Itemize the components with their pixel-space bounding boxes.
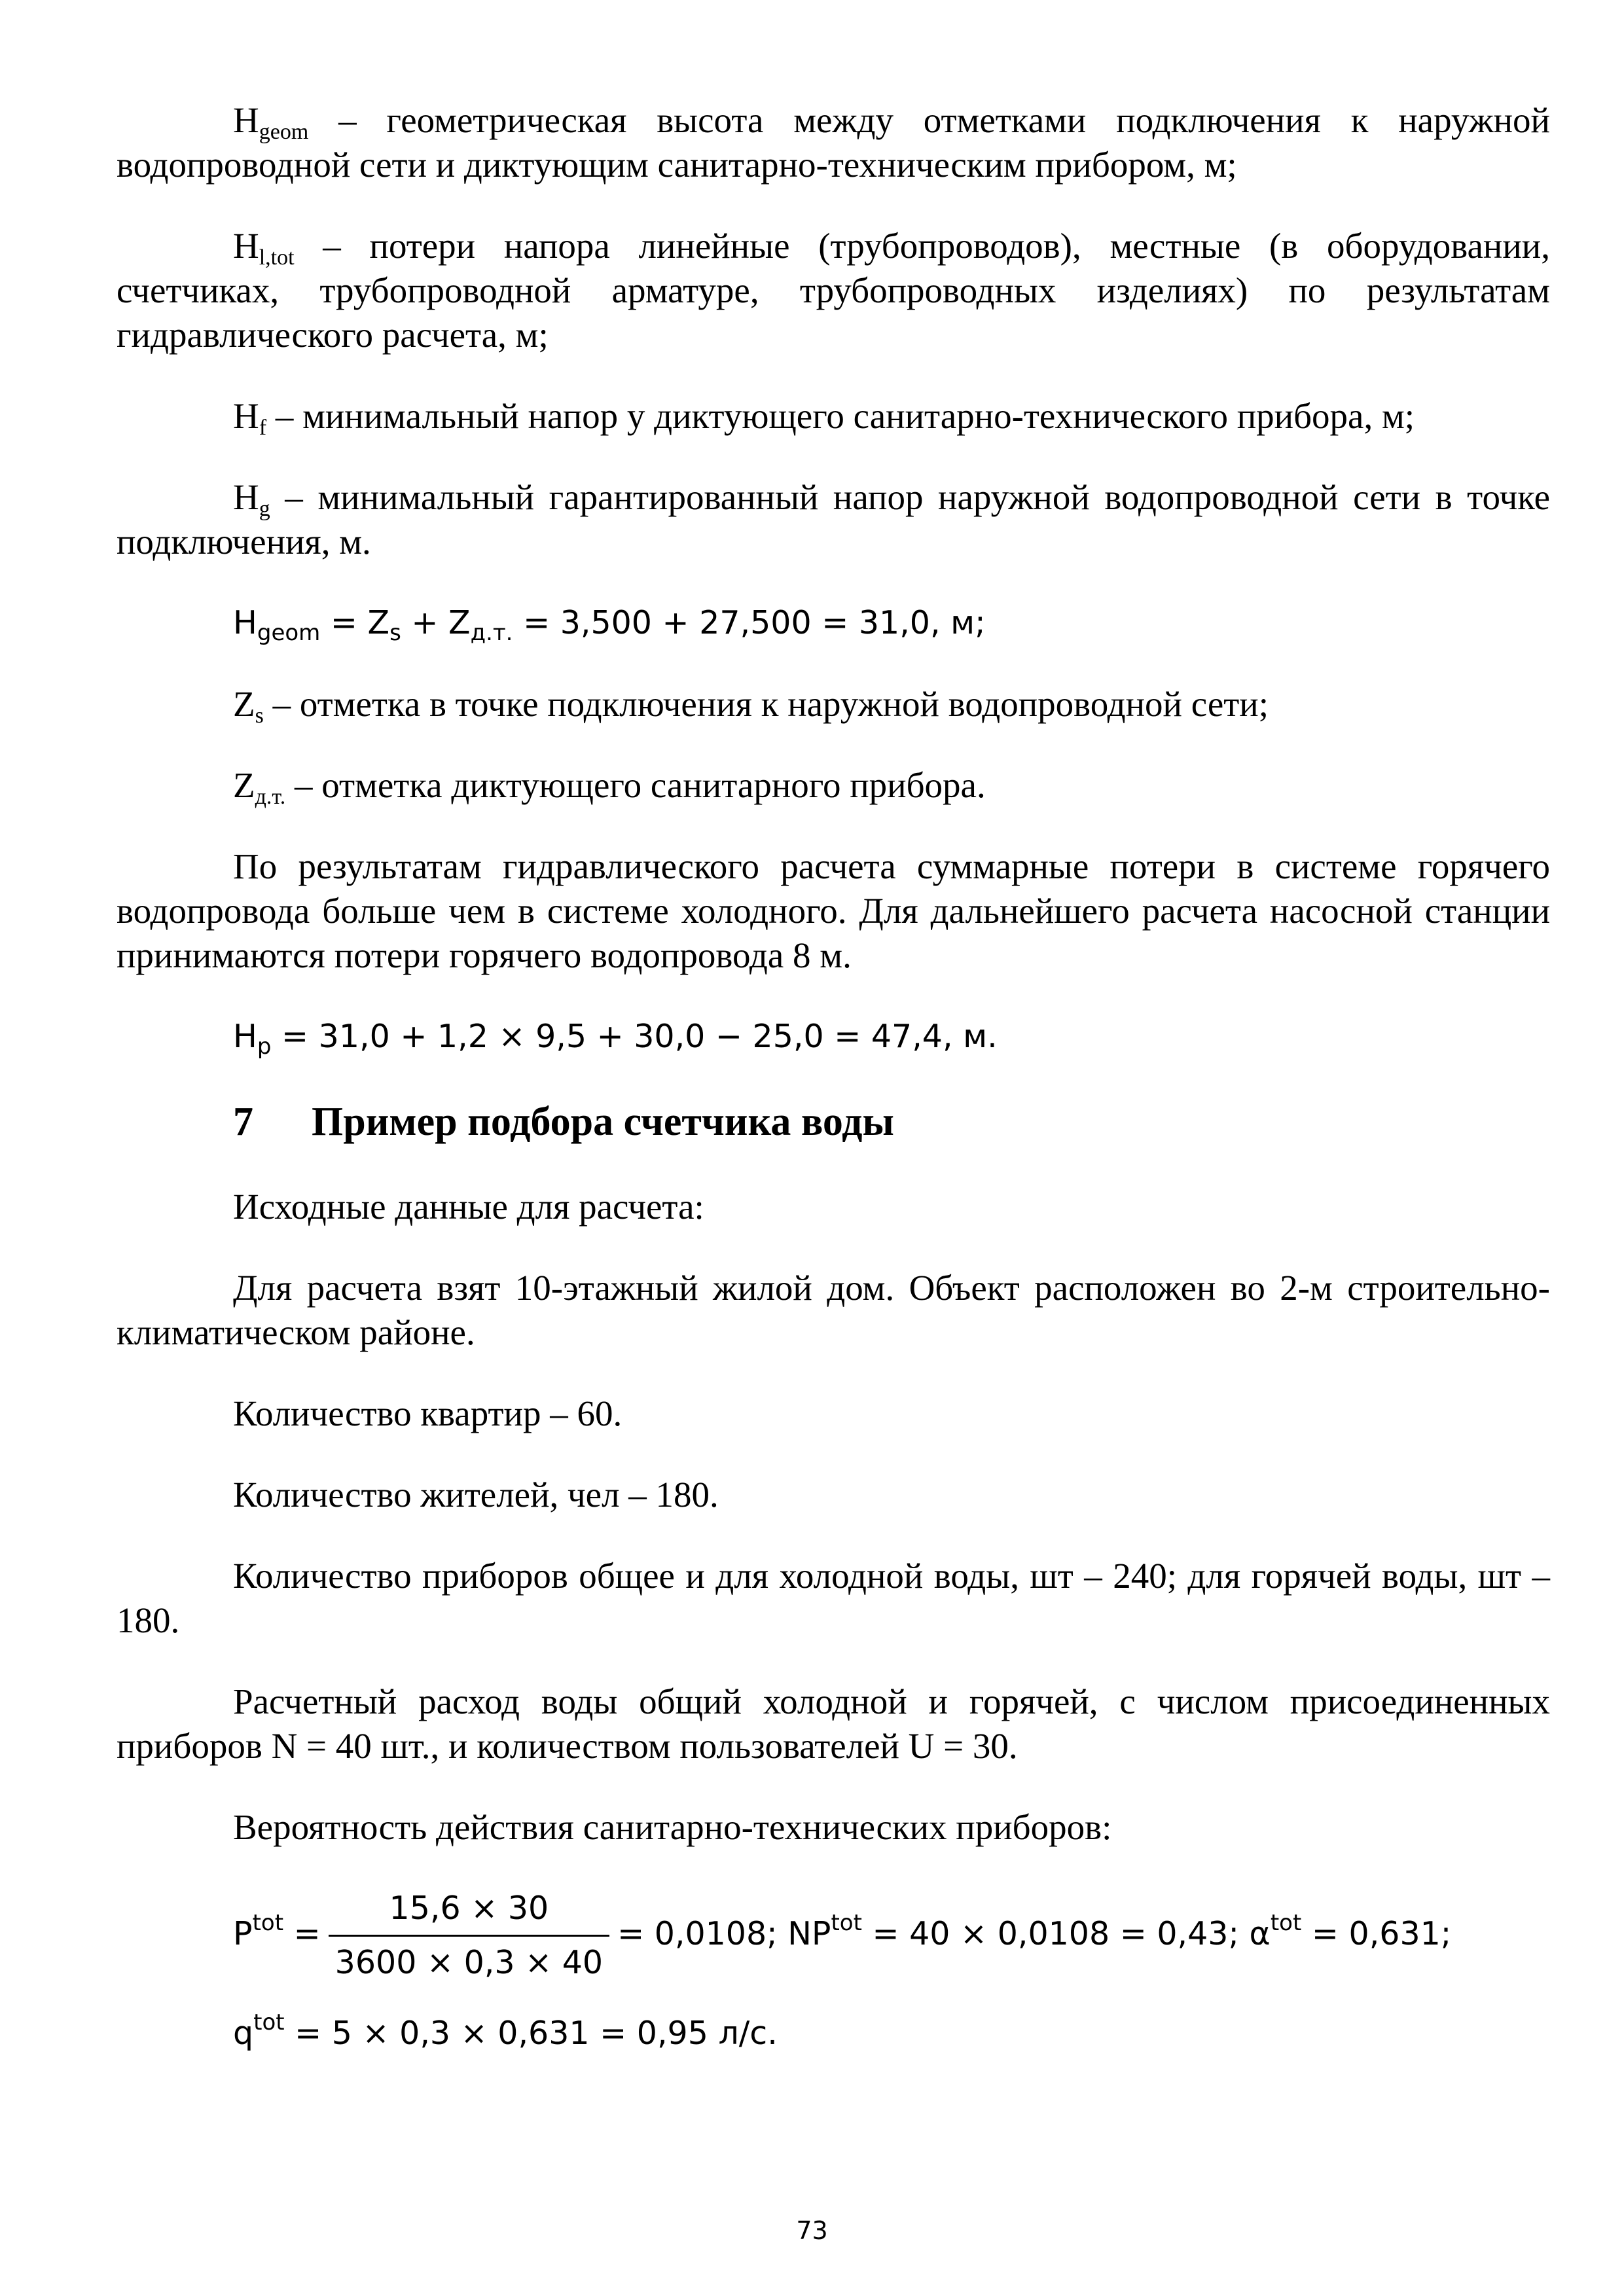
para-building: Для расчета взят 10-этажный жилой дом. Объект расположен во 2-м строительно-климатическом районе.: [117, 1268, 1550, 1352]
formula-hgeom: $H_{geom} = Z_s + Z_{д.т.} = 3,500 + 27,500 = 31,0$, м;: [233, 604, 986, 646]
formula-hp: $H_p = 31,0 + 1,2 \times 9,5 + 30,0 - 25,0 = 47,4$, м.: [233, 1018, 998, 1060]
para-devices: Количество приборов общее и для холодной воды, шт – 240; для горячей воды, шт – 180.: [117, 1556, 1550, 1640]
formula-p: $P^{tot}$ = $\frac{15,6 \times 30}{3600 \times 0,3 \times 40}$ = 0,0108; $NP^{tot} = 40 \times 0,0108 = 0,43$; $\alpha^{tot} = 0,631$;: [117, 1886, 1550, 1985]
def-hltot: $H_{l,tot}$ – потери напора линейные (трубопроводов), местные (в оборудовании, счетчиках, трубопроводной арматуре, трубопроводных изделиях) по результатам гидравлического расчета, м;: [117, 226, 1550, 355]
para-residents: Количество жителей, чел – 180.: [233, 1475, 719, 1515]
fraction: [329, 1886, 609, 1985]
page-content: [117, 98, 1550, 2056]
def-hgeom: $H_{geom}$ – геометрическая высота между отметками подключения к наружной водопроводной сети и диктующим санитарно-техническим прибором, м;: [117, 100, 1550, 185]
para-probability: Вероятность действия санитарно-технических приборов:: [233, 1807, 1112, 1847]
para-source-data: Исходные данные для расчета:: [233, 1187, 704, 1227]
def-zs: $Z_s$ – отметка в точке подключения к наружной водопроводной сети;: [233, 684, 1269, 728]
def-hf: $H_f$ – минимальный напор у диктующего санитарно-технического прибора, м;: [233, 396, 1415, 440]
formula-q: $q^{tot} = 5 \times 0,3 \times 0,631 = 0,95$ л/с.: [233, 2009, 778, 2052]
section-heading: 7 Пример подбора счетчика воды: [233, 1100, 894, 1144]
para-apartments: Количество квартир – 60.: [233, 1393, 623, 1433]
def-zdt: $Z_{д.т.}$ – отметка диктующего санитарного прибора.: [233, 765, 986, 809]
fraction-numerator: 15,6 × 30: [329, 1886, 609, 1937]
fraction-denominator: 3600 × 0,3 × 40: [334, 1944, 604, 1981]
para-losses: По результатам гидравлического расчета суммарные потери в системе горячего водопровода больше чем в системе холодного. Для дальнейшего расчета насосной станции принимаются потери горячего водопровода 8 м.: [117, 846, 1550, 975]
def-hg: $H_g$ – минимальный гарантированный напор наружной водопроводной сети в точке подключения, м.: [117, 477, 1550, 562]
para-flow: Расчетный расход воды общий холодной и горячей, с числом присоединенных приборов N = 40 шт., и количеством пользователей U = 30.: [117, 1681, 1550, 1766]
page-number: 73: [796, 2216, 828, 2245]
